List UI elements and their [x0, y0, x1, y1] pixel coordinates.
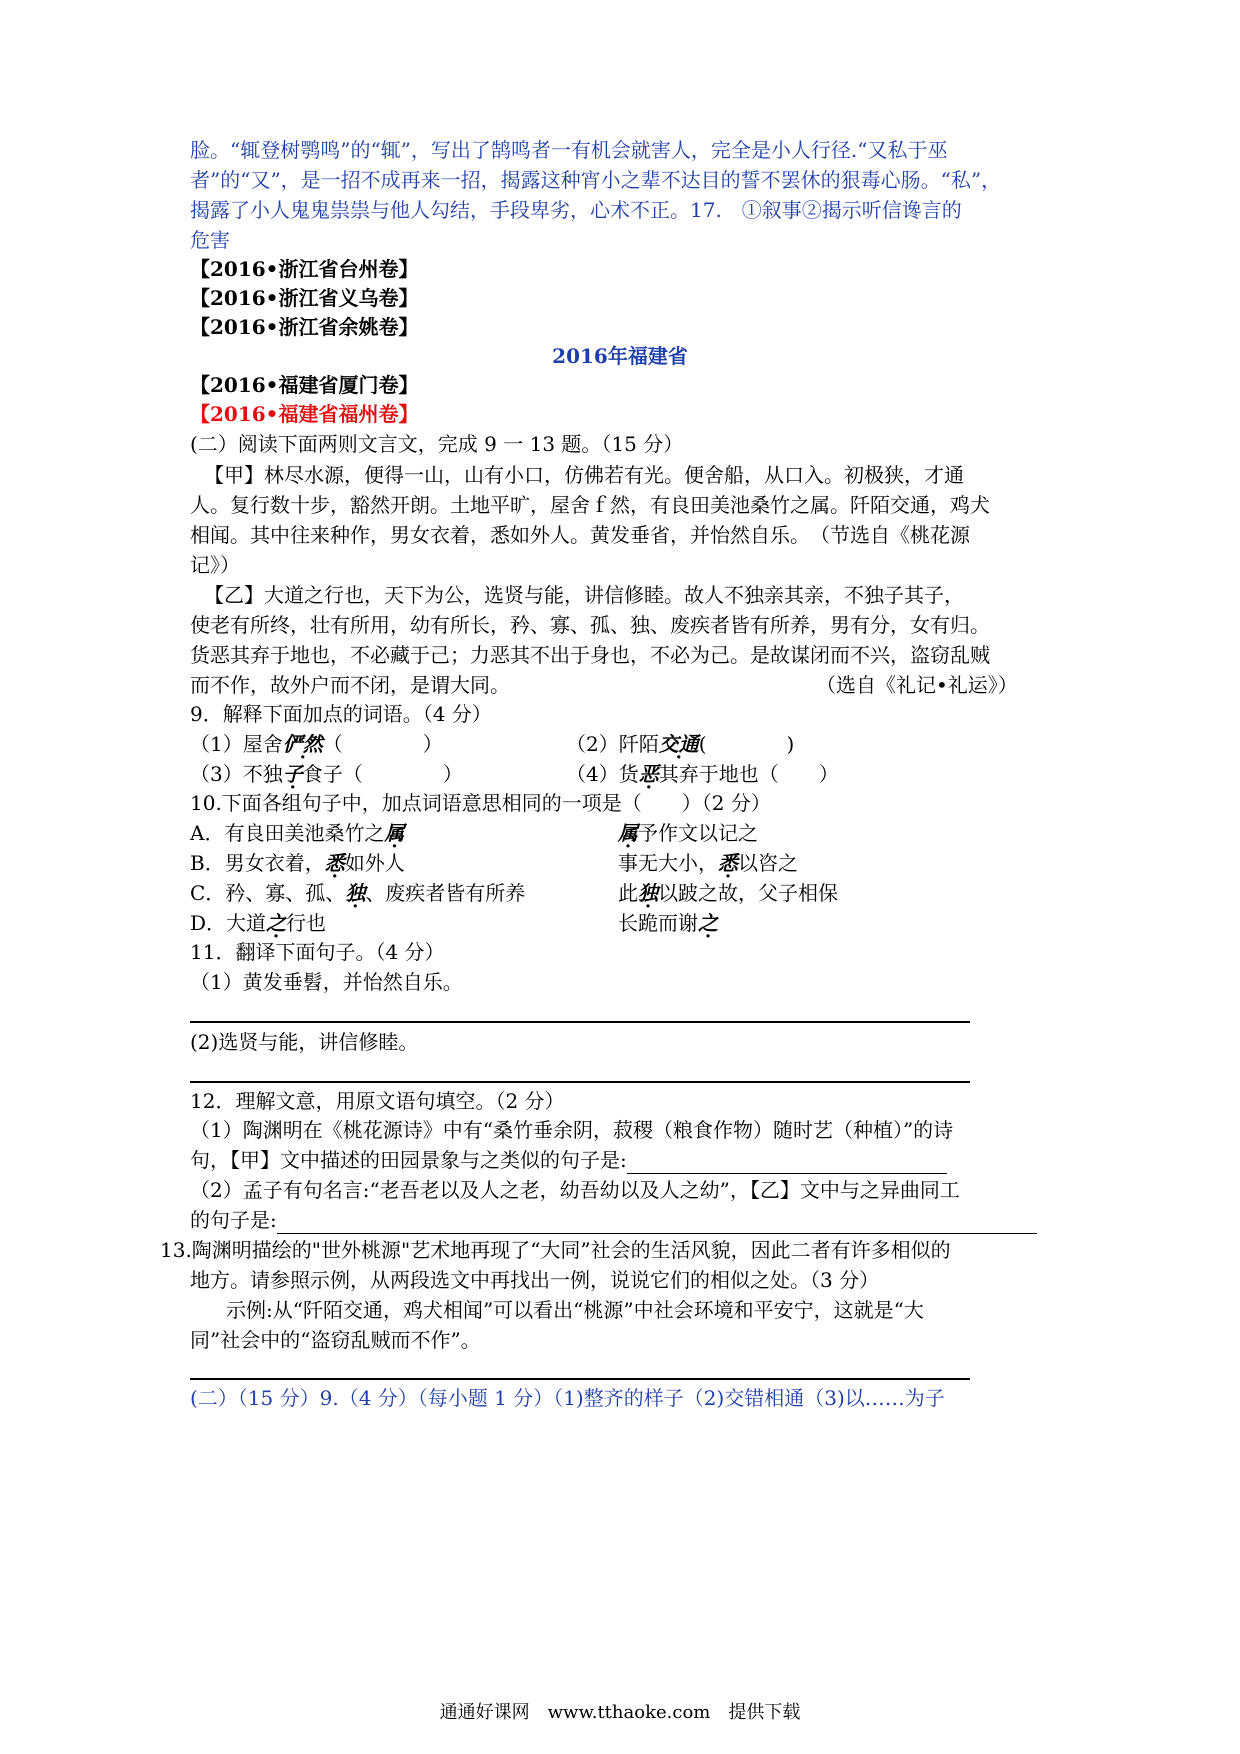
- q12-blank-1[interactable]: [627, 1151, 947, 1174]
- q9-item-4-pre: （4）货: [566, 762, 639, 786]
- q9-item-3: [190, 760, 463, 788]
- q10-a-left-dotted: 属: [384, 821, 405, 845]
- q11-answer-line-2[interactable]: [190, 1081, 970, 1083]
- q10-stem: 10.下面各组句子中，加点词语意思相同的一项是（ ）（2 分）: [190, 791, 771, 815]
- q12-blank-2[interactable]: [277, 1211, 1037, 1234]
- q13-example-line1: 示例:从“阡陌交通，鸡犬相闻”可以看出“桃源”中社会环境和平安宁，这就是“大: [226, 1298, 924, 1322]
- q10-option-a-right: [618, 819, 758, 847]
- q9-item-4-blank[interactable]: 其弃于地也（ ）: [658, 762, 839, 786]
- q10-option-d-left[interactable]: [190, 909, 326, 937]
- q12-part2-line1: （2）孟子有句名言:“老吾老以及人之老，幼吾幼以及人之幼”，【乙】文中与之异曲同工: [190, 1178, 960, 1202]
- q10-option-b-right: [618, 849, 798, 877]
- q10-b-right-pre: 事无大小，: [618, 851, 718, 875]
- section-intro: (二）阅读下面两则文言文，完成 9 一 13 题。（15 分）: [190, 432, 684, 456]
- passage-yi-line: 使老有所终，壮有所用，幼有所长，矜、寡、孤、独、废疾者皆有所养，男有分，女有归。: [190, 613, 990, 637]
- exam-header-fuzhou: 【2016•福建省福州卷】: [190, 402, 419, 426]
- exam-header-taizhou: 【2016•浙江省台州卷】: [190, 257, 419, 281]
- q11-sentence-1: （1）黄发垂髫，并怡然自乐。: [190, 970, 463, 994]
- answer-line: 脸。“辄登树鹗鸣”的“辄”，写出了鹄鸣者一有机会就害人，完全是小人行径.“又私于巫: [190, 138, 948, 162]
- q10-b-right-post: 以咨之: [738, 851, 798, 875]
- q11-sentence-2: (2)选贤与能，讲信修睦。: [190, 1030, 419, 1054]
- q10-b-left-post: 如外人: [344, 851, 405, 875]
- q9-item-4: [566, 760, 839, 788]
- q9-item-2: [566, 730, 794, 758]
- passage-jia-line: 人。复行数十步，豁然开朗。土地平旷，屋舍ｆ然，有良田美池桑竹之属。阡陌交通，鸡犬: [190, 493, 990, 517]
- q10-c-left-dotted: 独: [345, 881, 366, 905]
- q10-a-right-post: 予作文以记之: [638, 821, 758, 845]
- q9-item-4-dotted: 恶: [638, 762, 659, 786]
- passage-jia-line: 相闻。其中往来种作，男女衣着，悉如外人。黄发垂省，并怡然自乐。 （节选自《桃花源: [190, 523, 970, 547]
- q10-c-right-pre: 此: [618, 881, 638, 905]
- q9-item-3-pre: （3）不独: [190, 762, 283, 786]
- q10-c-left-pre: C．矜、寡、孤、: [190, 881, 346, 905]
- q9-item-1: [190, 730, 443, 758]
- q12-part1-prompt: 句，【甲】文中描述的田园景象与之类似的句子是:: [190, 1148, 627, 1172]
- q10-c-right-post: 以跛之故，父子相保: [658, 881, 838, 905]
- q13-answer-line[interactable]: [190, 1378, 970, 1380]
- footer: 通通好课网 www.tthaoke.com 提供下载: [439, 1702, 801, 1723]
- q10-c-right-dotted: 独: [638, 881, 658, 905]
- q10-option-a-left[interactable]: [190, 819, 404, 847]
- q10-a-left-pre: A．有良田美池桑竹之: [190, 821, 385, 845]
- q10-option-b-left[interactable]: [190, 849, 405, 877]
- q10-b-left-pre: B．男女衣着，: [190, 851, 325, 875]
- q10-option-c-left[interactable]: [190, 879, 525, 907]
- q13-example-line2: 同”社会中的“盗窃乱贼而不作”。: [190, 1328, 481, 1352]
- q10-d-right-pre: 长跪而谢: [618, 911, 698, 935]
- q9-item-2-dotted: 交通: [658, 732, 699, 756]
- answer-line: 揭露了小人鬼鬼祟祟与他人勾结，手段卑劣，心术不正。17. ①叙事②揭示听信谗言的: [190, 198, 962, 222]
- passage-yi-source: （选自《礼记•礼运》）: [816, 673, 1018, 697]
- q11-answer-line-1[interactable]: [190, 1021, 970, 1023]
- passage-yi-line: 货恶其弃于地也，不必藏于己；力恶其不出于身也，不必为己。是故谋闭而不兴，盗窃乱贼: [190, 643, 990, 667]
- exam-header-yuyao: 【2016•浙江省余姚卷】: [190, 315, 419, 339]
- q9-item-1-dotted: 俨然: [282, 732, 323, 756]
- q10-d-left-dotted: 之: [266, 911, 287, 935]
- passage-jia-line: 记》）: [190, 553, 240, 577]
- answer-line: 危害: [190, 228, 230, 252]
- province-title: 2016年福建省: [552, 344, 688, 368]
- q12-part1-line1: （1）陶渊明在《桃花源诗》中有“桑竹垂余阴，菽稷（粮食作物）随时艺（种植）”的诗: [190, 1118, 954, 1142]
- q9-item-2-blank[interactable]: ( ): [698, 732, 795, 756]
- q9-item-1-blank[interactable]: （ ）: [322, 732, 443, 756]
- exam-header-xiamen: 【2016•福建省厦门卷】: [190, 373, 419, 397]
- q9-item-3-dotted: 子: [282, 762, 303, 786]
- q10-a-right-dotted: 属: [618, 821, 638, 845]
- q9-stem: 9．解释下面加点的词语。（4 分）: [190, 702, 492, 726]
- q10-d-left-post: 行也: [286, 911, 327, 935]
- q12-stem: 12．理解文意，用原文语句填空。（2 分）: [190, 1089, 565, 1113]
- q9-item-3-blank[interactable]: 食子（ ）: [302, 762, 463, 786]
- passage-yi-line: 而不作，故外户而不闭，是谓大同。: [190, 673, 510, 697]
- answer-bottom: (二）（15 分）9.（4 分）（每小题 1 分）（1)整齐的样子（2)交错相通（3)以……为子: [190, 1386, 945, 1410]
- q10-option-d-right: [618, 909, 718, 937]
- q10-option-c-right: [618, 879, 838, 907]
- q13-line2: 地方。请参照示例，从两段选文中再找出一例，说说它们的相似之处。（3 分）: [190, 1268, 880, 1292]
- passage-yi-line: 【乙】大道之行也，天下为公，选贤与能，讲信修睦。故人不独亲其亲，不独子其子，: [204, 583, 964, 607]
- q12-part2-prompt: 的句子是:: [190, 1208, 277, 1232]
- q9-item-1-pre: （1）屋舍: [190, 732, 283, 756]
- answer-line: 者”的“又”，是一招不成再来一招，揭露这种宵小之辈不达目的誓不罢休的狠毒心肠。“私”，: [190, 168, 1002, 192]
- q13-line1: 13.陶渊明描绘的"世外桃源"艺术地再现了“大同”社会的生活风貌，因此二者有许多相似的: [160, 1238, 951, 1262]
- q10-b-right-dotted: 悉: [718, 851, 738, 875]
- q10-c-left-post: 、废疾者皆有所养: [365, 881, 526, 905]
- q12-part1-line2: [190, 1146, 947, 1174]
- q12-part2-line2: [190, 1206, 1037, 1234]
- passage-jia-line: 【甲】林尽水源，便得一山，山有小口，仿佛若有光。便舍船，从口入。初极狭，才通: [204, 463, 964, 487]
- q10-b-left-dotted: 悉: [324, 851, 345, 875]
- q10-d-right-dotted: 之: [698, 911, 718, 935]
- q9-item-2-pre: （2）阡陌: [566, 732, 659, 756]
- q11-stem: 11．翻译下面句子。（4 分）: [190, 940, 445, 964]
- exam-header-yiwu: 【2016•浙江省义乌卷】: [190, 286, 419, 310]
- q10-d-left-pre: D．大道: [190, 911, 267, 935]
